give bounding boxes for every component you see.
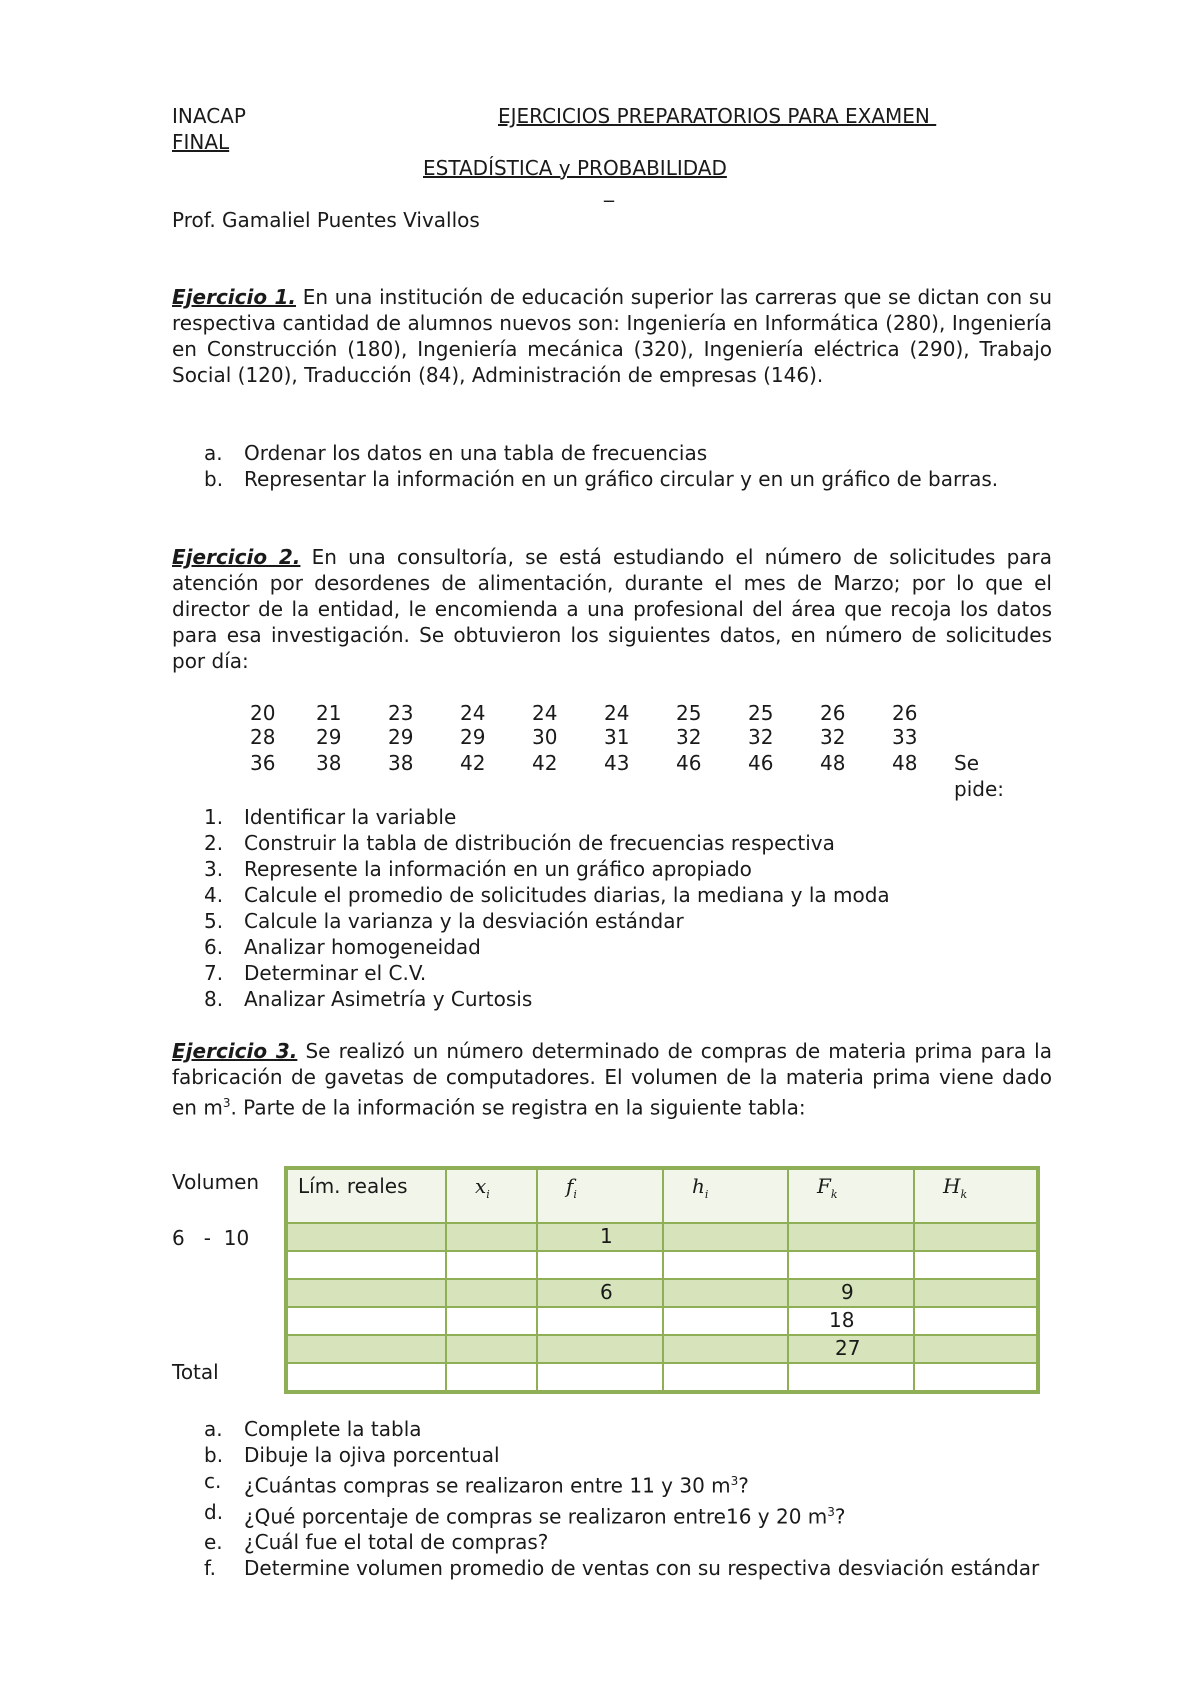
table-cell	[446, 1335, 537, 1363]
list-item: 5. Calcule la varianza y la desviación estándar	[204, 909, 684, 933]
table-cell: 9	[788, 1279, 914, 1307]
table-cell: 6	[537, 1279, 663, 1307]
exam-title: EJERCICIOS PREPARATORIOS PARA EXAMEN	[498, 104, 937, 128]
table-cell	[537, 1307, 663, 1335]
table-cell: 18	[788, 1307, 914, 1335]
exercise-2-text: En una consultoría, se está estudiando el número de solicitudes para atención por desordenes de alimentación, durante el mes de Marzo; por lo que el director de la entidad, le encomienda a una profesional del área que recoja los datos para esa investigación. Se obtuvieron los siguientes datos, en número de solicitudes por día:	[172, 545, 1052, 673]
table-cell	[446, 1251, 537, 1279]
table-cell	[446, 1363, 537, 1391]
exercise-2-items	[172, 804, 1052, 1012]
table-cell	[663, 1279, 788, 1307]
header-lim-reales: Lím. reales	[287, 1169, 446, 1223]
table-cell	[446, 1307, 537, 1335]
table-cell	[914, 1251, 1037, 1279]
table-cell	[287, 1279, 446, 1307]
table-cell	[287, 1251, 446, 1279]
list-item: 6. Analizar homogeneidad	[204, 935, 481, 959]
list-item: f. Determine volumen promedio de ventas con su respectiva desviación estándar	[204, 1556, 1040, 1581]
exercise-2-statement	[172, 544, 1052, 674]
table-cell	[914, 1335, 1037, 1363]
list-item: 4. Calcule el promedio de solicitudes diarias, la mediana y la moda	[204, 883, 890, 907]
frequency-table	[284, 1166, 1040, 1394]
list-item: 7. Determinar el C.V.	[204, 961, 427, 985]
table-side-label: Volumen	[172, 1170, 260, 1194]
exam-title-line2: FINAL	[172, 130, 230, 154]
list-item: a. Complete la tabla	[204, 1417, 422, 1441]
header-Hk: $H_k$	[914, 1169, 1037, 1223]
table-cell	[537, 1363, 663, 1391]
table-cell	[446, 1279, 537, 1307]
exercise-1-heading: Ejercicio 1.	[172, 285, 296, 309]
exercise-1-statement	[172, 284, 1052, 388]
table-cell	[663, 1223, 788, 1251]
list-item: 1. Identificar la variable	[204, 805, 457, 829]
table-cell	[914, 1223, 1037, 1251]
exercise-1-items	[172, 440, 1052, 492]
table-cell	[663, 1335, 788, 1363]
header-hi: $h_i$	[663, 1169, 788, 1223]
header-Fk: $F_k$	[788, 1169, 914, 1223]
list-item: e. ¿Cuál fue el total de compras?	[204, 1530, 549, 1555]
subject-dash: _	[604, 178, 614, 202]
table-cell: 27	[788, 1335, 914, 1363]
list-item: b. Dibuje la ojiva porcentual	[204, 1443, 500, 1467]
table-cell	[914, 1363, 1037, 1391]
list-item: d. ¿Qué porcentaje de compras se realizaron entre16 y 20 $m^3$?	[204, 1499, 846, 1529]
table-cell	[914, 1279, 1037, 1307]
subject-title: ESTADÍSTICA y PROBABILIDAD	[423, 156, 727, 180]
table-cell	[663, 1307, 788, 1335]
table-cell	[663, 1251, 788, 1279]
table-cell	[788, 1223, 914, 1251]
list-item: c. ¿Cuántas compras se realizaron entre 11 y 30 $m^3$?	[204, 1469, 749, 1498]
se-pide-label: Se pide:	[954, 751, 1004, 801]
list-item: 8. Analizar Asimetría y Curtosis	[204, 987, 533, 1011]
total-label: Total	[172, 1360, 219, 1384]
table-cell: 1	[537, 1223, 663, 1251]
table-cell	[788, 1251, 914, 1279]
professor-name: Prof. Gamaliel Puentes Vivallos	[172, 208, 480, 232]
table-cell	[914, 1307, 1037, 1335]
table-cell	[537, 1335, 663, 1363]
table-cell	[287, 1335, 446, 1363]
exercise-3-statement: Ejercicio 3. Se realizó un número determinado de compras de materia prima para la fabricación de gavetas de computadores. El volumen de la materia prima viene dado en $m^3$. Parte de la información se registra en la siguiente tabla:	[172, 1039, 1052, 1120]
table-cell	[287, 1363, 446, 1391]
list-item: 2. Construir la tabla de distribución de frecuencias respectiva	[204, 831, 835, 855]
table-cell	[287, 1223, 446, 1251]
table-cell	[663, 1363, 788, 1391]
header-fi: $f_i$	[537, 1169, 663, 1223]
list-item: 3. Represente la información en un gráfico apropiado	[204, 857, 752, 881]
exercise-1-text: En una institución de educación superior las carreras que se dictan con su respectiva cantidad de alumnos nuevos son: Ingeniería en Informática (280), Ingeniería en Construcción (180), Ingeniería mecánica (320), Ingeniería eléctrica (290), Trabajo Social (120), Traducción (84), Administración de empresas (146).	[172, 285, 1052, 387]
header-xi: $x_i$	[446, 1169, 537, 1223]
table-cell	[287, 1307, 446, 1335]
exercise-2-heading: Ejercicio 2.	[172, 545, 301, 569]
institution-name: INACAP	[172, 104, 246, 128]
first-interval-label: 6 - 10	[172, 1226, 250, 1250]
exercise-3-heading: Ejercicio 3.	[172, 1039, 298, 1063]
table-cell	[537, 1251, 663, 1279]
table-cell	[446, 1223, 537, 1251]
list-item: b. Representar la información en un gráfico circular y en un gráfico de barras.	[204, 467, 999, 491]
exercise-3-items	[172, 1416, 1052, 1581]
table-cell	[788, 1363, 914, 1391]
list-item: a. Ordenar los datos en una tabla de frecuencias	[204, 441, 708, 465]
